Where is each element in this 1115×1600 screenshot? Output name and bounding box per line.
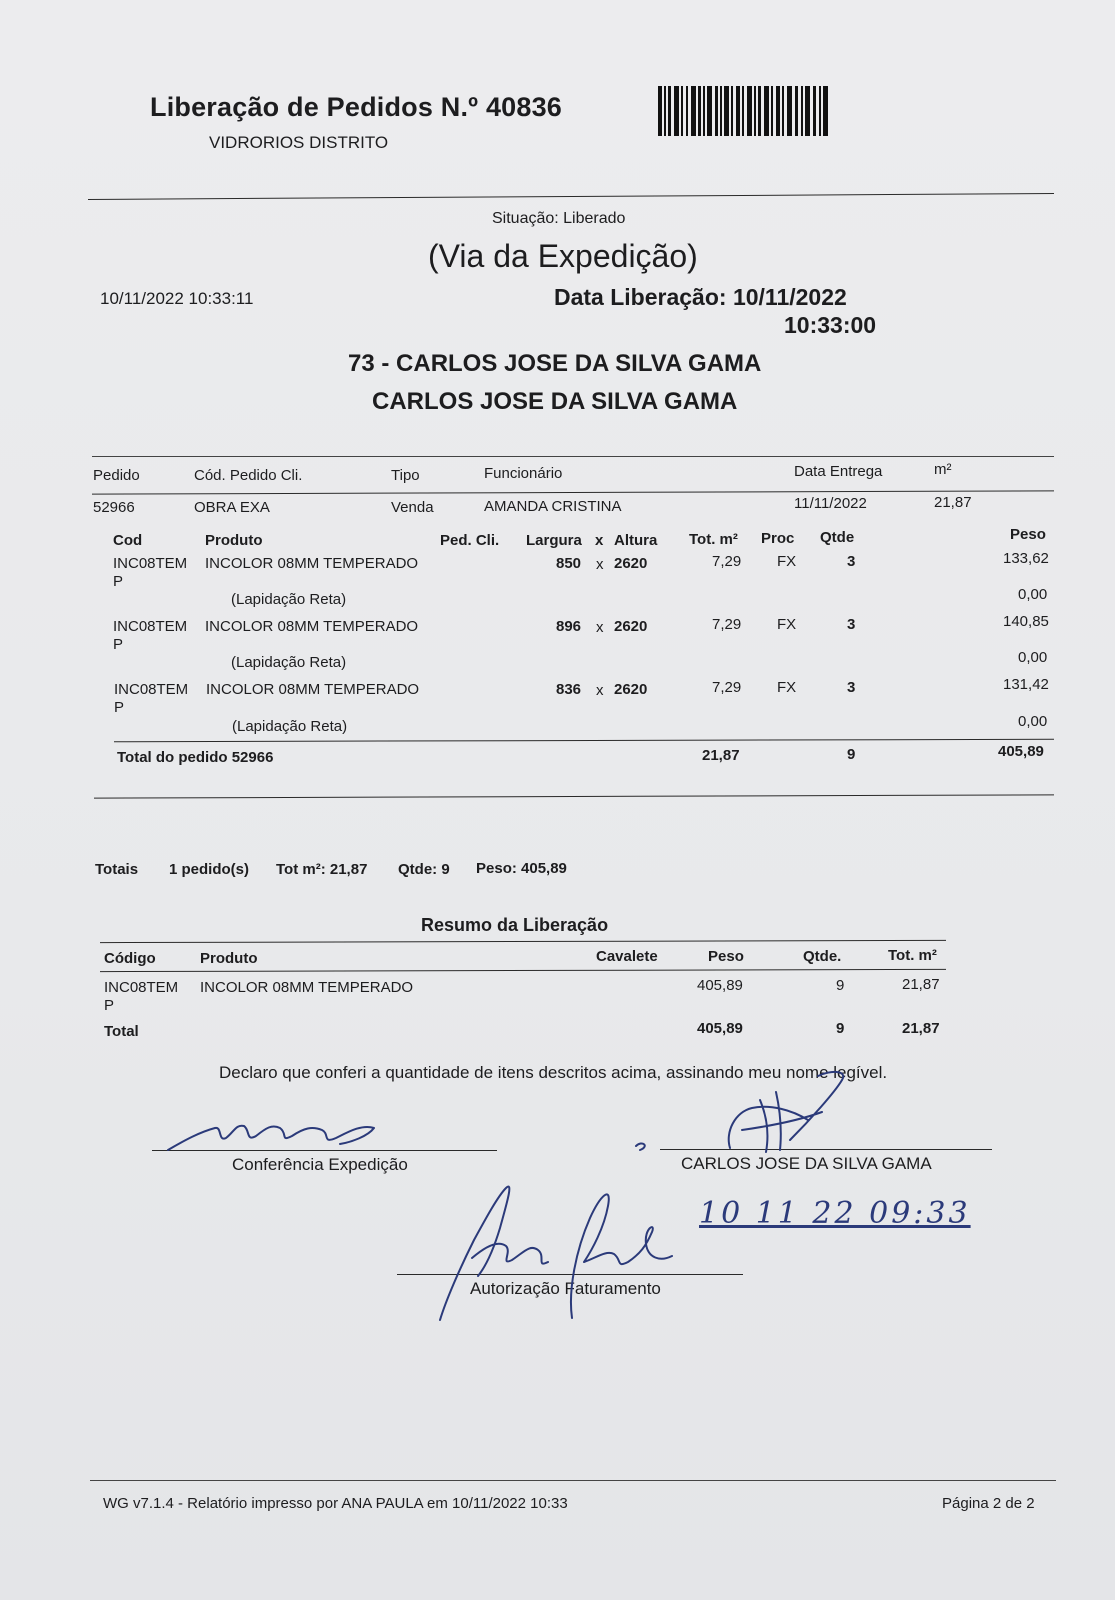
client-name: CARLOS JOSE DA SILVA GAMA [372,388,738,415]
item-1-peso: 133,62 [1003,550,1049,567]
resumo-total-tot-m2: 21,87 [902,1020,940,1037]
items-col-altura: Altura [614,532,658,549]
m2-value: 21,87 [934,494,972,511]
order-total-label: Total do pedido 52966 [117,749,274,766]
resumo-total-qtde: 9 [836,1020,845,1037]
resumo-top-rule [100,940,946,943]
item-1-altura: 2620 [614,555,648,572]
printed-timestamp: 10/11/2022 10:33:11 [100,289,254,308]
item-2-altura: 2620 [614,618,648,635]
item-2-sub-peso: 0,00 [1018,649,1048,666]
item-3-cod: INC08TEM [114,681,189,698]
order-header-top-rule [92,456,1054,457]
pedido-value: 52966 [93,499,135,516]
resumo-row-codigo-cont: P [104,997,115,1014]
item-1-sub: (Lapidação Reta) [231,591,347,608]
item-3-proc: FX [777,679,797,696]
item-1-tot-m2: 7,29 [712,553,742,570]
item-3-sub: (Lapidação Reta) [232,718,348,735]
resumo-row-produto: INCOLOR 08MM TEMPERADO [200,979,414,996]
totais-qtde: Qtde: 9 [398,861,450,878]
order-total-m2: 21,87 [702,747,740,764]
item-1-cod-cont: P [113,573,124,590]
resumo-total-label: Total [104,1023,139,1040]
items-col-x: x [595,532,604,549]
item-3-tot-m2: 7,29 [712,679,742,696]
cliente-signature-label: CARLOS JOSE DA SILVA GAMA [681,1154,932,1173]
resumo-col-qtde: Qtde. [803,948,842,965]
item-2-cod: INC08TEM [113,618,188,635]
funcionario-value: AMANDA CRISTINA [484,498,622,515]
items-col-proc: Proc [761,530,795,547]
resumo-col-peso: Peso [708,948,744,965]
item-3-cod-cont: P [114,699,125,716]
items-col-peso: Peso [1010,526,1046,543]
resumo-col-produto: Produto [200,950,258,967]
item-3-produto: INCOLOR 08MM TEMPERADO [206,681,420,698]
order-total-rule [114,739,1054,742]
item-2-qtde: 3 [847,616,856,633]
via-label: (Via da Expedição) [428,238,698,274]
tipo-value: Venda [391,499,434,516]
signature-conferencia [168,1126,374,1150]
item-2-cod-cont: P [113,636,124,653]
item-2-largura: 896 [556,618,582,635]
item-2-peso: 140,85 [1003,613,1049,630]
header-divider [88,193,1054,200]
signature-line-autorizacao [397,1274,743,1275]
situacao-label: Situação: Liberado [492,210,626,227]
item-3-qtde: 3 [847,679,856,696]
resumo-title: Resumo da Liberação [421,915,609,935]
items-col-ped-cli: Ped. Cli. [440,532,500,549]
items-col-cod: Cod [113,532,143,549]
handwritten-date: 10 11 22 09:33 [699,1196,971,1231]
item-2-sub: (Lapidação Reta) [231,654,347,671]
resumo-total-peso: 405,89 [697,1020,743,1037]
resumo-mid-rule [100,969,946,972]
order-total-qtde: 9 [847,746,856,763]
item-1-x: x [596,556,604,573]
resumo-col-tot-m2: Tot. m² [888,947,937,964]
item-3-sub-peso: 0,00 [1018,713,1048,730]
signature-line-conferencia [152,1150,497,1151]
document-title: Liberação de Pedidos N.º 40836 [150,92,563,122]
data-liberacao: Data Liberação: 10/11/2022 [554,284,847,310]
signature-line-cliente [660,1149,992,1150]
signature-autorizacao [440,1187,672,1320]
resumo-row-qtde: 9 [836,977,845,994]
conferencia-label: Conferência Expedição [232,1155,408,1174]
data-entrega-value: 11/11/2022 [794,495,867,512]
declaration-text: Declaro que conferi a quantidade de itens descritos acima, assinando meu nome legível. [219,1063,888,1082]
item-1-proc: FX [777,553,797,570]
barcode-icon [658,86,828,136]
items-col-tot-m2: Tot. m² [689,531,738,548]
totais-pedidos: 1 pedido(s) [169,861,250,878]
item-3-x: x [596,682,604,699]
resumo-col-codigo: Código [104,950,156,967]
totais-peso: Peso: 405,89 [476,860,567,877]
item-1-largura: 850 [556,555,582,572]
item-2-tot-m2: 7,29 [712,616,742,633]
client-code-name: 73 - CARLOS JOSE DA SILVA GAMA [348,350,762,377]
item-1-produto: INCOLOR 08MM TEMPERADO [205,555,419,572]
col-m2: m² [934,461,952,478]
resumo-row-codigo: INC08TEM [104,979,179,996]
item-3-largura: 836 [556,681,582,698]
page-number: Página 2 de 2 [942,1495,1035,1512]
resumo-row-peso: 405,89 [697,977,743,994]
totais-label: Totais [95,861,139,878]
col-pedido: Pedido [93,467,140,484]
order-block-bottom-rule [94,794,1054,798]
col-data-entrega: Data Entrega [794,463,883,480]
col-tipo: Tipo [391,467,420,484]
order-total-peso: 405,89 [998,743,1044,760]
totais-m2: Tot m²: 21,87 [276,861,368,878]
items-col-largura: Largura [526,532,582,549]
item-1-sub-peso: 0,00 [1018,586,1048,603]
cod-pedido-cli-value: OBRA EXA [194,499,270,516]
item-3-peso: 131,42 [1003,676,1049,693]
col-funcionario: Funcionário [484,465,563,482]
footer-rule [90,1480,1056,1481]
item-2-x: x [596,619,604,636]
item-1-cod: INC08TEM [113,555,188,572]
resumo-col-cavalete: Cavalete [596,948,658,965]
col-cod-pedido-cli: Cód. Pedido Cli. [194,467,303,484]
signature-cliente [636,1072,843,1152]
footer-printed-by: WG v7.1.4 - Relatório impresso por ANA PAULA em 10/11/2022 10:33 [103,1495,568,1512]
item-2-produto: INCOLOR 08MM TEMPERADO [205,618,419,635]
data-liberacao-time: 10:33:00 [784,312,877,338]
resumo-row-tot-m2: 21,87 [902,976,940,993]
items-col-qtde: Qtde [820,529,855,546]
item-3-altura: 2620 [614,681,648,698]
items-col-produto: Produto [205,532,263,549]
company-name: VIDRORIOS DISTRITO [209,133,389,152]
order-header-mid-rule [92,490,1054,494]
autorizacao-label: Autorização Faturamento [470,1279,661,1298]
item-1-qtde: 3 [847,553,856,570]
item-2-proc: FX [777,616,797,633]
